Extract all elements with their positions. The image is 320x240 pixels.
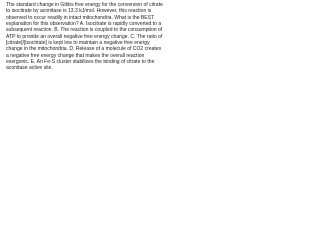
question-card [0,0,168,88]
question-text: The standard change in Gibbs free energy for the conversion of citrate to isocitrate by aconitase is 13.3 kJ/mol. However, this reaction is observed to occur readily in intact mitochondria. What is the BEST explanation for this observation? A. Isocitrate is rapidly converted to a subsequent reaction. B. The reaction is coupled to the consumption of ATP to provide an overall negative free energy change. C. The ratio of [citrate]/[isocitrate] is kept low to maintain a negative free energy change in the mitochondria. D. Release of a molecule of CO2 creates a negative free energy change that makes the overall reaction exergonic. E. An Fe-S cluster stabilizes the binding of citrate to the aconitase active site. [6,2,163,72]
